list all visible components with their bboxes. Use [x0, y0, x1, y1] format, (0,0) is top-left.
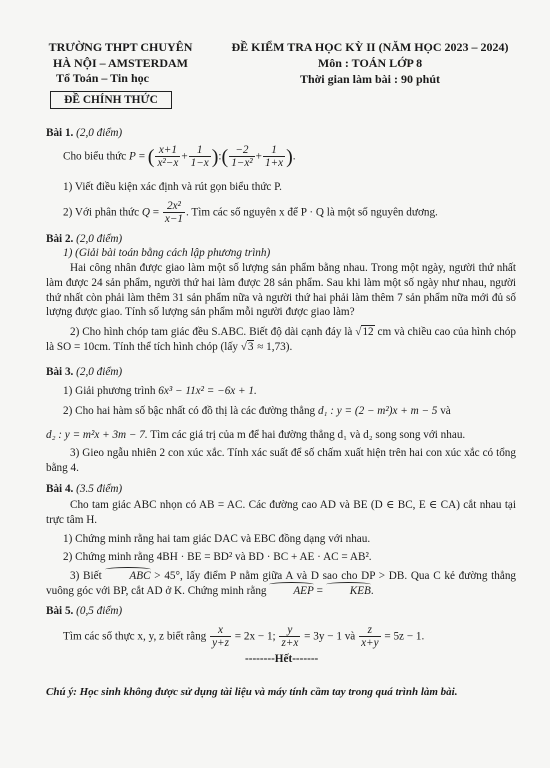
bai5-points: (0,5 điểm) — [76, 605, 123, 617]
bai4-points: (3.5 điểm) — [76, 483, 123, 495]
bai4-intro: Cho tam giác ABC nhọn có AB = AC. Các đường cao AD và BE (D ∈ BC, E ∈ CA) cắt nhau tại trực tâm H. — [46, 499, 516, 526]
exam-header — [210, 40, 530, 87]
bai1-expression: Cho biểu thức P = ( $\frac{x+1}{\text{x²−x}}$ + $\frac{1}{1-x}$ ):( $\frac{-2}{\text{1−x²}}$ + $\frac{1}{1+x}$ ). — [63, 144, 296, 170]
bai4-title: Bài 4. — [46, 483, 74, 495]
bai2-heading — [46, 232, 122, 247]
bai2-sub1-label: 1) (Giải bài toán bằng cách lập phương trình) — [63, 247, 271, 259]
bai3-part2-text: 2) Cho hai hàm số bậc nhất có đồ thị là các đường thẳng — [63, 405, 316, 417]
bai1-part2: 2) Với phân thức Q = $\frac{\text{2x²}}{x-1}$ . Tìm các số nguyên x để P · Q là một số nguyên dương. — [63, 200, 438, 226]
bai2-problem1: Hai công nhân được giao làm một số lượng sản phẩm bằng nhau. Trong một ngày, người thứ nhất làm được 24 sản phẩm, người thứ hai làm được 28 sản phẩm. Sau khi làm một số ngày như nhau, người thứ nhất còn phải làm thêm 31 sản phẩm nữa và người thứ hai phải làm thêm 7 sản phẩm nữa mới đủ số lượng được giao. Tính số lượng sản phẩm mỗi người được giao làm? — [46, 262, 516, 319]
bai5-heading — [46, 604, 122, 619]
department: Tổ Toán – Tin học — [56, 71, 149, 85]
bai4-part3-a: 3) Biết — [70, 570, 102, 582]
bai3-points: (2,0 điểm) — [76, 366, 123, 378]
bai5-equation: Tìm các số thực x, y, z biết rằng $\frac{x}{y+z}$ = 2x − 1; $\frac{y}{z+x}$ = 3y − 1 và $\frac{z}{x+y}$ = 5z − 1. — [63, 624, 425, 650]
bai1-heading — [46, 126, 122, 141]
bai1-intro: Cho biểu thức — [63, 150, 127, 163]
bai2-points: (2,0 điểm) — [76, 233, 123, 245]
bai1-part2-b: . Tìm các số nguyên x để P · Q là một số nguyên dương. — [186, 206, 438, 219]
subject: Môn : TOÁN LỚP 8 — [317, 55, 423, 70]
bai2-problem2: 2) Cho hình chóp tam giác đều S.ABC. Biết độ dài cạnh đáy là √12 cm và chiều cao của hình chóp là SO = 10cm. Tính thể tích hình chóp (lấy √3 ≈ 1,73). — [46, 326, 516, 353]
end-mark: --------Hết------- — [245, 653, 319, 665]
bai3-part3: 3) Gieo ngẫu nhiên 2 con xúc xắc. Tính xác suất để số chấm xuất hiện trên hai con xúc xắc có tổng bằng 4. — [46, 447, 516, 474]
bai2-p2-b: cm và chiều cao của hình chóp là SO = 10cm. Tính thể tích hình chóp (lấy — [46, 326, 516, 353]
bai1-part1: 1) Viết điều kiện xác định và rút gọn biểu thức P. — [63, 181, 282, 193]
bai1-points: (2,0 điểm) — [76, 127, 123, 139]
school-name — [38, 40, 203, 72]
bai3-title: Bài 3. — [46, 366, 74, 378]
bai1-part2-a: 2) Với phân thức — [63, 206, 140, 219]
bai4-part3-b: > 45°, lấy điểm P nằm giữa A và D sao cho DP > DB. Qua C kẻ đường thẳng vuông góc với BP, cắt AD ở K. Chứng minh rằng — [46, 570, 517, 597]
bai4-heading — [46, 482, 122, 497]
bai4-part1: 1) Chứng minh rằng hai tam giác DAC và EBC đồng dạng với nhau. — [63, 533, 371, 545]
bai2-p2-a: 2) Cho hình chóp tam giác đều S.ABC. Biết độ dài cạnh đáy là — [70, 326, 353, 338]
bai5-title: Bài 5. — [46, 605, 74, 617]
bai3-part1: 1) Giải phương trình 6x³ − 11x² = −6x + 1. — [63, 385, 257, 397]
bai3-part1-a: 1) Giải phương trình — [63, 385, 156, 397]
duration: Thời gian làm bài : 90 phút — [299, 71, 440, 86]
note: Chú ý: Học sinh không được sử dụng tài liệu và máy tính cầm tay trong quá trình làm bài. — [46, 686, 458, 698]
school-line-1: TRƯỜNG THPT CHUYÊN — [48, 40, 193, 54]
bai4-part3: 3) Biết ABC > 45°, lấy điểm P nằm giữa A và D sao cho DP > DB. Qua C kẻ đường thẳng vuông góc với BP, cắt AD ở K. Chứng minh rằng AEP = KEB. — [46, 570, 517, 597]
bai2-title: Bài 2. — [46, 233, 74, 245]
bai4-part2: 2) Chứng minh rằng 4BH · BE = BD² và BD · BC + AE · AC = AB². — [63, 551, 372, 563]
bai2-p2-c: ≈ 1,73). — [257, 340, 293, 353]
school-line-2: HÀ NỘI – AMSTERDAM — [52, 55, 188, 70]
bai1-title: Bài 1. — [46, 127, 74, 139]
bai3-part2: 2) Cho hai hàm số bậc nhất có đồ thị là các đường thẳng d₁ : y = (2 − m²)x + m − 5 và — [63, 405, 451, 417]
bai3-heading — [46, 365, 122, 380]
bai3-part2-b: Tìm các giá trị của m để hai đường thẳng d₁ và d₂ song song với nhau. — [150, 429, 466, 441]
exam-title: ĐỀ KIỂM TRA HỌC KỲ II (NĂM HỌC 2023 – 2024) — [231, 40, 509, 54]
bai5-text: Tìm các số thực x, y, z biết rằng — [63, 630, 207, 643]
official-label: ĐỀ CHÍNH THỨC — [50, 91, 172, 109]
bai3-part2-cont: d₂ : y = m²x + 3m − 7. Tìm các giá trị của m để hai đường thẳng d₁ và d₂ song song với nhau. — [46, 429, 466, 441]
